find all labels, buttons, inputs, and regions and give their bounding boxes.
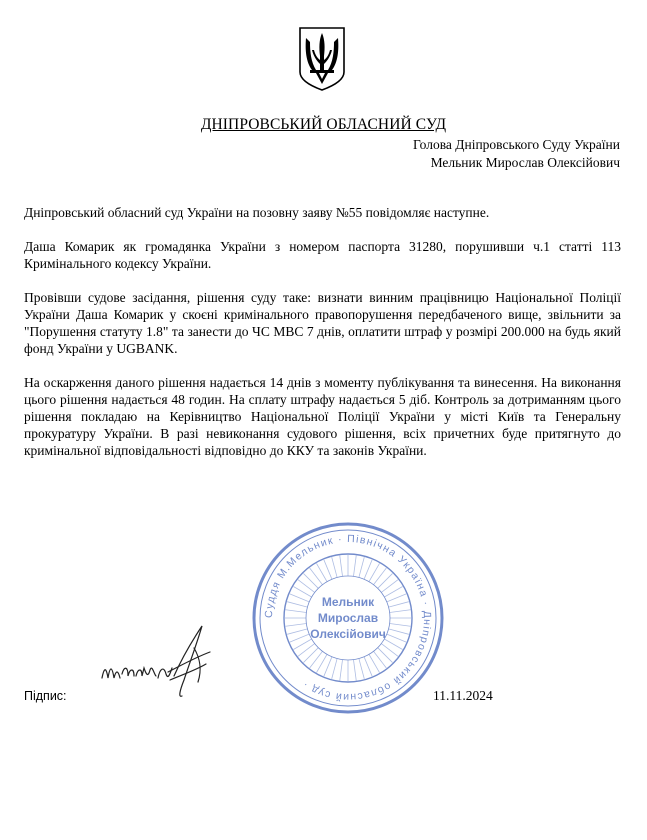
seal-line-2: Мирослав: [317, 611, 379, 625]
addressee-block: [413, 136, 620, 172]
seal-ray: [389, 629, 409, 634]
seal-ray: [324, 560, 332, 579]
paragraph-terms: На оскарження даного рішення надається 14 днів з моменту публікування та винесення. На виконання цього рішення надається 48 годин. На сплату штрафу надається 5 діб. Контроль за дотриманням цього рішення покладаю на Керівництво Національної Поліції України у місті Київ та Генеральну прокуратуру України. В разі невиконання судового рішення, всіх причетних буде притягнуто до кримінальної відповідальності відповідно до ККУ та законів України.: [24, 375, 621, 458]
seal-ray: [324, 657, 332, 676]
trident-icon: [294, 26, 350, 92]
head-title: Голова Дніпровського Суду України: [413, 137, 620, 152]
seal-ray: [287, 602, 307, 607]
seal-ray: [340, 556, 343, 577]
signature-label: Підпис:: [24, 689, 67, 703]
seal-ray: [364, 560, 372, 579]
seal-line-3: Олексійович: [310, 627, 386, 641]
seal-ray: [340, 660, 343, 681]
seal-ray: [290, 594, 309, 602]
seal-ray: [390, 623, 411, 626]
seal-ray: [378, 648, 393, 663]
seal-ray: [287, 629, 307, 634]
seal-ray: [353, 556, 356, 577]
seal-ray: [332, 659, 337, 679]
paragraph-intro: Дніпровський обласний суд України на позовну заяву №55 повідомляє наступне.: [24, 205, 490, 220]
paragraph-defendant: Даша Комарик як громадянка України з номером паспорта 31280, порушивши ч.1 статті 113 Кримінального кодексу України.: [24, 239, 621, 271]
document-date: 11.11.2024: [433, 688, 493, 703]
seal-ray: [286, 610, 307, 613]
paragraph-verdict: Провівши судове засідання, рішення суду таке: визнати винним працівницю Національної Поліції України Даша Комарик у скоєні кримінального правопорушення передбаченого вище, звільнити за "Порушення статуту 1.8" та занести до ЧС МВС 7 днів, оплатити штраф у розмірі 200.000 на будь який фонд України у UGBANK.: [24, 290, 621, 356]
seal-ray: [364, 657, 372, 676]
seal-ring-text: Суддя М.Мельник · Північна Україна · Дніпровський обласний суд ·: [262, 532, 434, 704]
court-seal: [250, 520, 446, 716]
document-body: [24, 204, 621, 476]
seal-ray: [390, 610, 411, 613]
seal-line-1: Мельник: [321, 595, 375, 609]
seal-ray: [387, 634, 406, 642]
seal-ray: [359, 659, 364, 679]
seal-ray: [387, 594, 406, 602]
seal-ray: [332, 557, 337, 577]
seal-ray: [303, 573, 318, 588]
seal-ray: [378, 573, 393, 588]
seal-ray: [359, 557, 364, 577]
seal-ray: [389, 602, 409, 607]
seal-ray: [286, 623, 307, 626]
seal-ray: [303, 648, 318, 663]
head-name: Мельник Мирослав Олексійович: [430, 155, 620, 170]
seal-ray: [353, 660, 356, 681]
court-name: ДНІПРОВСЬКИЙ ОБЛАСНИЙ СУД: [200, 116, 447, 133]
seal-ray: [290, 634, 309, 642]
handwritten-signature: [98, 618, 216, 702]
